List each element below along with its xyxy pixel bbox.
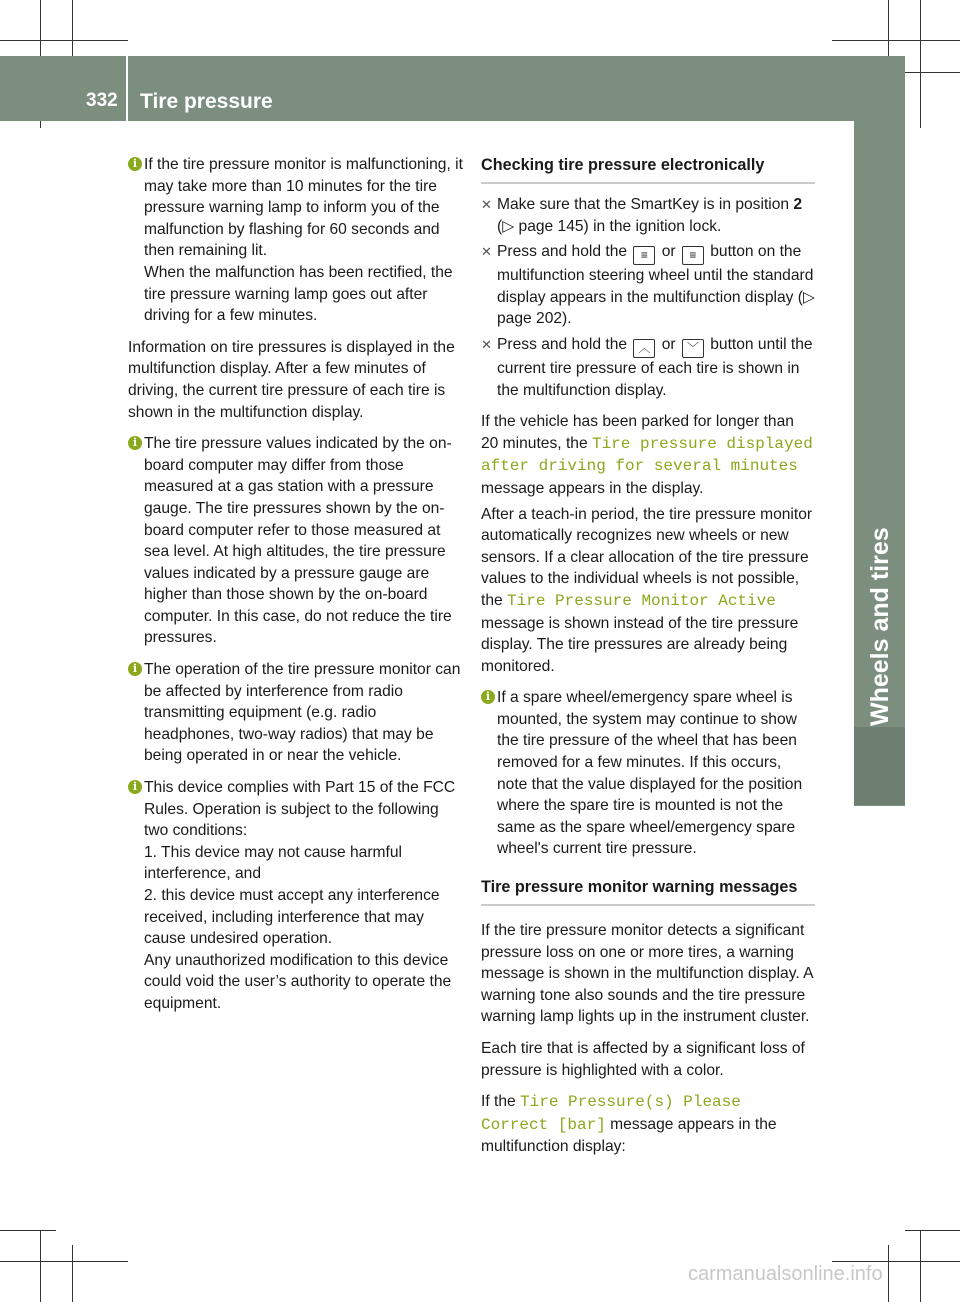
paragraph: If the Tire Pressure(s) Please Correct [bar] message appears in the multifunction display: (481, 1093, 777, 1156)
display-message: Tire Pressure(s) Please Correct [bar] (481, 1093, 741, 1134)
paragraph: If the tire pressure monitor detects a significant pressure loss on one or more tires, a warning message is shown in the multifunction display. A warning tone also sounds and the tire pressure warning lamp lights up in the instrument cluster. (481, 922, 813, 1026)
info-text: The operation of the tire pressure monitor can be affected by interference from radio transmitting equipment (e.g. radio headphones, two-way radios) that may be being operated in or near the vehicle. (144, 661, 461, 765)
crop-mark (0, 1230, 56, 1231)
section-heading: Tire pressure monitor warning messages (481, 876, 815, 906)
display-message: Tire pressure displayed after driving for several minutes (481, 434, 813, 476)
paragraph: Information on tire pressures is displayed in the multifunction display. After a few minutes of driving, the current tire pressure of each tire is shown in the multifunction display. (128, 338, 455, 421)
header-band (0, 56, 905, 121)
crop-mark (905, 72, 960, 73)
crop-mark (888, 0, 889, 56)
info-text: When the malfunction has been rectified, the tire pressure warning lamp goes out after driving for a few minutes. (144, 263, 453, 325)
info-note (128, 659, 464, 767)
info-note (128, 154, 464, 327)
info-note (128, 777, 464, 1015)
info-text: 2. this device must accept any interference received, including interference that may cause undesired operation. (144, 887, 440, 948)
step-arrow-icon: ✕ (481, 336, 492, 352)
crop-mark (72, 1245, 73, 1302)
info-icon: i (128, 662, 142, 676)
step-arrow-icon: ✕ (481, 244, 492, 260)
info-icon: i (481, 690, 495, 704)
info-text: 1. This device may not cause harmful interference, and (144, 843, 402, 883)
side-tab-label (860, 686, 960, 726)
crop-mark (920, 1230, 921, 1302)
crop-mark (0, 40, 128, 41)
step-item: ✕ Press and hold the ︿ or ﹀ button until the current tire pressure of each tire is shown in the multifunction display. (481, 335, 813, 399)
crop-mark (832, 40, 960, 41)
paragraph: After a teach-in period, the tire pressure monitor automatically recognizes new wheels or new sensors. If a clear allocation of the tire pressure values to the individual wheels is not possible, the Tire Pressure Monitor Active message is shown instead of the tire pressure display. The tire pressures are already being monitored. (481, 505, 813, 675)
info-text: This device complies with Part 15 of the FCC Rules. Operation is subject to the following two conditions: (144, 779, 456, 840)
crop-mark (832, 1261, 960, 1262)
paragraph: If the vehicle has been parked for longer than 20 minutes, the Tire pressure displayed after driving for several minutes message appears in the display. (481, 413, 813, 497)
crop-mark (905, 1230, 960, 1231)
step-item: ✕ Make sure that the SmartKey is in position 2 (▷ page 145) in the ignition lock. (481, 196, 803, 235)
crop-mark (0, 1261, 128, 1262)
step-arrow-icon: ✕ (481, 197, 492, 212)
info-note (128, 433, 464, 649)
display-up-key-icon: ≡ (633, 246, 655, 265)
info-text: If a spare wheel/emergency spare wheel is mounted, the system may continue to show the tire pressure of the wheel that has been removed for a few minutes. If this occurs, note that the value displayed for the position where the spare tire is mounted is not the same as the spare wheel/emergency spare wheel's current tire pressure. (497, 689, 803, 858)
right-column (481, 154, 815, 1168)
info-text: Any unauthorized modification to this device could void the user’s authority to operate the equipment. (144, 951, 452, 1012)
display-message: Tire Pressure Monitor Active (507, 591, 776, 610)
info-text: The tire pressure values indicated by the on-board computer may differ from those measured at a gas station with a pressure gauge. The tire pressures shown by the on-board computer refer to those measured at sea level. At high altitudes, the tire pressure values indicated by a pressure gauge are higher than those shown by the on-board computer. In this case, do not reduce the tire pressures. (144, 435, 452, 647)
crop-mark (920, 0, 921, 128)
step-item: ✕ Press and hold the ≡ or ≡ button on the multifunction steering wheel until the standard display appears in the multifunction display (▷ page 202). (481, 243, 815, 328)
down-arrow-key-icon: ﹀ (682, 339, 704, 358)
display-down-key-icon: ≡ (682, 246, 704, 265)
crop-mark (40, 1230, 41, 1302)
crop-mark (888, 1245, 889, 1302)
info-icon: i (128, 436, 142, 450)
page-number: 332 (86, 90, 118, 111)
watermark: carmanualsonline.info (688, 1263, 883, 1285)
up-arrow-key-icon: ︿ (633, 339, 655, 358)
header-divider (126, 56, 128, 121)
info-icon: i (128, 157, 142, 171)
chapter-title: Tire pressure (140, 90, 273, 113)
section-heading: Checking tire pressure electronically (481, 154, 815, 184)
info-note (481, 687, 815, 860)
info-text: If the tire pressure monitor is malfunctioning, it may take more than 10 minutes for the tire pressure warning lamp to inform you of the malfunction by flashing for 60 seconds and then remaining lit. (144, 156, 463, 260)
side-tab-marker (854, 727, 905, 805)
info-icon: i (128, 780, 142, 794)
left-column (128, 154, 464, 1025)
crop-mark (72, 0, 73, 56)
paragraph: Each tire that is affected by a significant loss of pressure is highlighted with a color. (481, 1040, 805, 1079)
